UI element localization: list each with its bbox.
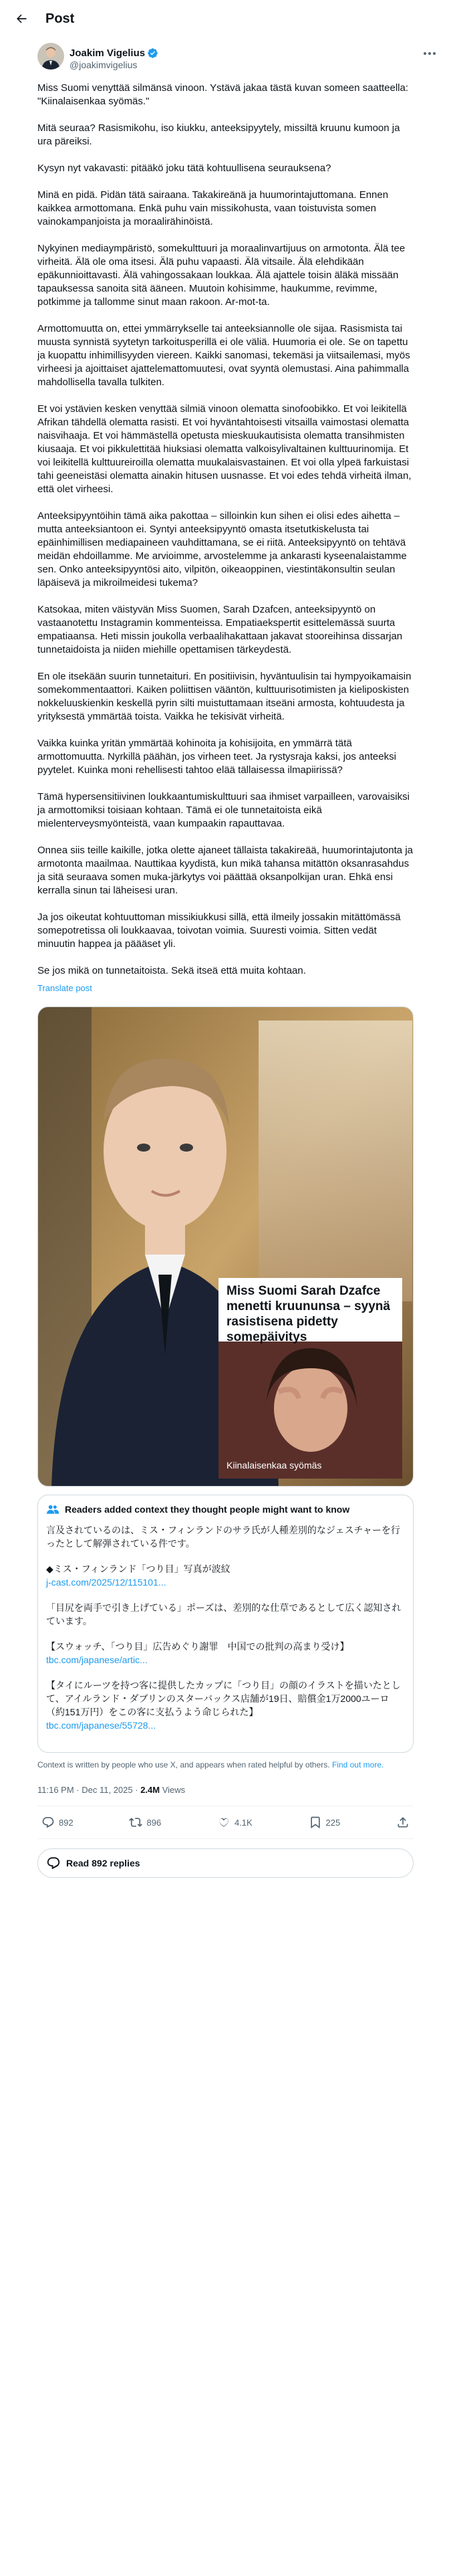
tweet-paragraph: Miss Suomi venyttää silmänsä vinoon. Ystävä jakaa tästä kuvan someen saatteella: "Kiinalaisenkaa syömäs." xyxy=(37,82,412,107)
verified-badge-icon xyxy=(147,47,158,59)
author-names xyxy=(69,47,158,70)
post-image[interactable] xyxy=(37,1006,414,1487)
reply-count: 892 xyxy=(59,1817,73,1828)
action-bar xyxy=(37,1806,414,1839)
community-note-heading: Readers added context they thought people might want to know xyxy=(65,1504,350,1515)
post-meta: 11:16 PM · Dec 11, 2025 · 2.4M Views xyxy=(37,1778,414,1806)
note-block xyxy=(46,1562,405,1589)
note-block xyxy=(46,1523,405,1550)
note-source-link[interactable]: tbc.com/japanese/artic... xyxy=(46,1654,148,1665)
translate-post-link[interactable]: Translate post xyxy=(37,983,92,993)
like-button[interactable] xyxy=(217,1816,253,1829)
community-note-footer xyxy=(37,1759,414,1770)
replies-icon xyxy=(46,1856,61,1870)
inset-caption: Kiinalaisenkaa syömäs xyxy=(227,1460,322,1471)
top-bar xyxy=(0,0,451,37)
tweet-paragraph: Se jos mikä on tunnetaitoista. Sekä itseä että muita kohtaan. xyxy=(37,965,306,976)
views-label: Views xyxy=(162,1785,186,1795)
note-text: 【スウォッチ、「つり目」広告めぐり謝罪 中国での批判の高まり受け】 xyxy=(46,1641,349,1652)
tweet-paragraph: Nykyinen mediaympäristö, somekulttuuri ja moraalinvartijuus on armotonta. Älä tee virheitä. Älä ole oma itsesi. Älä puhu vapaasti. Älä vitsaile. Älä elehdikään epäkunnioittavasti. Älä vahingossakaan loukkaa. Älä ajattele toisin äläkä missään tapauksessa sanoita sitä ääneen. Muutoin kohisimme, haukumme, revimme, potkimme ja tallomme sinut maan rakoon. Ar-mot-ta. xyxy=(37,243,408,308)
note-footer-text: Context is written by people who use X, and appears when rated helpful by others. xyxy=(37,1760,330,1769)
tweet-paragraph: Katsokaa, miten väistyvän Miss Suomen, Sarah Dzafcen, anteeksipyyntö on vastaanotettu Instagramin kommenteissa. Empatiaekspertit esittelemässä suurta empatiaansa. Heti missin joukolla verbaalihakattaan jakavat stooreihinsa dissarjan tunnetaidoista ja niiden miehille opettamisen tärkeydestä. xyxy=(37,604,406,655)
tweet-paragraph: Et voi ystävien kesken venyttää silmiä vinoon olematta sinofoobikko. Et voi leikitellä Afrikan tähdellä olematta rasisti. Et voi hyväntahtoisesti vitsailla vaimostasi olematta naisvihaaja. Et voi hämmästellä opetusta mieskuukautisista olematta transihmisten kiusaaja. Et voi pikkulettitää hiuksiasi olematta valkoisylivaltainen kulttuurinomija. Et voi leikitellä kulttuureiroilla olematta muukalaisvastainen. Et voi olla ylpeä farkuistasi tahi geeneistäsi olematta ainakin hitusen uusnasse. Et voi edes tehdä virheitä ilman, että olet virheesi. xyxy=(37,403,414,495)
repost-button[interactable] xyxy=(129,1816,161,1829)
tweet-paragraph: Anteeksipyyntöihin tämä aika pakottaa – silloinkin kun sihen ei olisi edes aihetta – mutta anteeksiantoon ei. Syntyi anteeksipyyntö omasta itsetutkiskelusta tai epäinhimillisen mediapaineen vauhdittamana, se ei riitä. Anteeksipyyntö on tehtävä meidän ehdoillamme. Me arvioimme, arvostelemme ja ankarasti kyseenalaistamme sen. Onko anteeksipyyntösi aito, vilpitön, oikeaoppinen, viestintäkonsultin seulan läpäisevä ja mikroilmeidesi tukema? xyxy=(37,510,410,588)
page-title: Post xyxy=(45,11,75,26)
tweet-paragraph: Tämä hypersensitiivinen loukkaantumiskulttuuri saa ihmiset varpailleen, varovaisiksi ja armottomiksi toisiaan kohtaan. Tämä ei ole tunnetaitoista eikä mielenterveysmyönteistä, vaan kumpaakin rapauttavaa. xyxy=(37,791,413,829)
tweet-body xyxy=(0,75,451,1878)
tweet-paragraph: Mitä seuraa? Rasismikohu, iso kiukku, anteeksipyytely, missiltä kruunu kumoon ja ura päreiksi. xyxy=(37,122,403,147)
tweet-paragraph: Ja jos oikeutat kohtuuttoman missikiukkusi sillä, että ilmeily jossakin mitättömässä somepotretissa oli loukkaavaa, toivotan voimia. Suuresti voimia. Sitten vedät minuutin happea ja päääset yli. xyxy=(37,911,404,950)
image-headline: Miss Suomi Sarah Dzafce menetti kruununsa – syynä rasistisena pidetty somepäivitys xyxy=(227,1284,390,1344)
tweet-paragraph: En ole itsekään suurin tunnetaituri. En positiivisin, hyväntuulisin tai hympyoikamaisin somekommentaattori. Kaiken poliittisen vääntön, kulttuurisotimisten ja kieliposkisten nokkeluuskienkin keskellä pyrin silti muistuttamaan itseäni armosta, kohtuudesta ja yrityksestä ymmärtää toista. Vaikka he tekisivät virheitä. xyxy=(37,671,414,722)
share-icon xyxy=(396,1816,410,1829)
avatar[interactable] xyxy=(37,43,64,70)
repost-icon xyxy=(129,1816,142,1829)
like-count: 4.1K xyxy=(234,1817,253,1828)
bookmark-icon xyxy=(309,1816,322,1829)
back-arrow-icon[interactable] xyxy=(9,7,33,31)
author-name-row xyxy=(69,47,158,59)
community-note xyxy=(37,1495,414,1753)
post-time[interactable]: 11:16 PM xyxy=(37,1785,74,1795)
read-replies-label: Read 892 replies xyxy=(66,1858,140,1868)
note-block xyxy=(46,1601,405,1628)
more-options-icon[interactable] xyxy=(422,47,438,60)
author-row xyxy=(0,37,451,75)
bookmark-count: 225 xyxy=(325,1817,341,1828)
bookmark-button[interactable] xyxy=(309,1816,341,1829)
note-text: 言及されているのは、ミス・フィンランドのサラ氏が人種差別的なジェスチャーを行ったとして解弾されている件です。 xyxy=(46,1525,400,1549)
note-source-link[interactable]: j-cast.com/2025/12/115101... xyxy=(46,1577,166,1588)
find-out-more-link[interactable]: Find out more. xyxy=(331,1760,384,1769)
note-source-link[interactable]: tbc.com/japanese/55728... xyxy=(46,1720,156,1731)
tweet-paragraph: Vaikka kuinka yritän ymmärtää kohinoita ja kohisijoita, en ymmärrä tätä armottomuutta. Nyrkillä päähän, jos virheen teet. Ja rystysraja kaksi, jos anteeksi pyytelet. Kuinka moni rehellisesti tahtoo elää tällaisessa ilmapiirissä? xyxy=(37,738,400,776)
people-icon xyxy=(46,1503,59,1515)
community-note-header xyxy=(46,1503,405,1515)
author-name[interactable]: Joakim Vigelius xyxy=(69,47,146,59)
note-text: 「目尻を両手で引き上げている」ポーズは、差別的な仕草であるとして広く認知されています。 xyxy=(46,1602,402,1626)
note-text: 【タイにルーツを持つ客に提供したカップに「つり目」の顔のイラストを描いたとして、アイルランド・ダブリンのスターバックス店舗が19日、賠償金1万2000ユーロ（約151万円）をこの客に支払うよう命じられた】 xyxy=(46,1680,401,1717)
tweet-paragraph: Kysyn nyt vakavasti: pitääkö joku tätä kohtuullisena seurauksena? xyxy=(37,163,331,174)
author-handle[interactable]: @joakimvigelius xyxy=(69,60,138,70)
tweet-paragraph: Armottomuutta on, ettei ymmärrykselle tai anteeksiannolle ole sijaa. Rasismista tai muusta synnistä syytetyn tarkoitusperillä ei ole väliä. Huumoria ei ole. Se on tapettu ja kuopattu inhimillisyyden viereen. Kaikki sanomasi, tekemäsi ja viitsailemasi, myös virheesi ja ajoittaiset ajattelemattomuutesi, ovat syyntä olemustasi. Aina pahimmalla mahdollisella tavalla tulkiten. xyxy=(37,323,413,388)
share-button[interactable] xyxy=(396,1816,410,1829)
view-count: 2.4M xyxy=(140,1785,160,1795)
reply-icon xyxy=(41,1816,55,1829)
note-block xyxy=(46,1679,405,1732)
photo-illustration xyxy=(38,1007,414,1487)
post-date[interactable]: Dec 11, 2025 xyxy=(82,1785,133,1795)
repost-count: 896 xyxy=(146,1817,162,1828)
note-block xyxy=(46,1640,405,1667)
note-text: ◆ミス・フィンランド「つり目」写真が波紋 xyxy=(46,1564,231,1574)
heart-icon xyxy=(217,1816,231,1829)
reply-button[interactable] xyxy=(41,1816,73,1829)
read-replies-button[interactable] xyxy=(37,1848,414,1878)
tweet-paragraph: Onneа siis teille kaikille, jotka olette ajaneet tällaista takakireää, huumorintajutonta ja armotonta maailmaa. Nauttikaa kyydistä, kun mikä tahansa mitättön oksanrasahdus ja sitä seuraava somen muka-järkytys voi päättää oksanpolkijan uran. Ehkä ensi kerralla sinun tai läheisesi uran. xyxy=(37,845,416,896)
tweet-paragraph: Minä en pidä. Pidän tätä sairaana. Takakireänä ja huumorintajuttomana. Ennen kaikkea armottomana. Enkä puhu vain missikohusta, vaan toistuvista somen vainokampanjoista ja moraalirähinöistä. xyxy=(37,189,392,227)
